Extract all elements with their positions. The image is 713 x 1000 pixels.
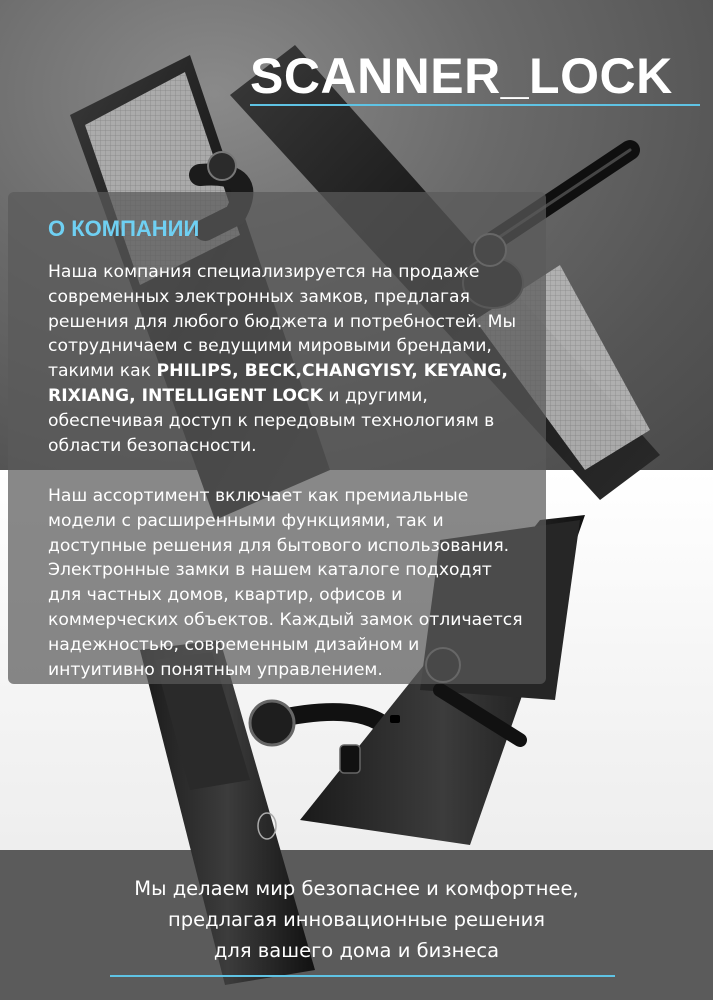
footer-underline [110, 975, 615, 977]
about-paragraph-1-outro: и другими, обеспечивая доступ к передовым технологиям в области безопасности. [48, 385, 495, 456]
page-title: SCANNER_LOCK [250, 48, 673, 104]
footer-line-3: для вашего дома и бизнеса [213, 939, 500, 962]
about-paragraph-1 [48, 260, 528, 458]
footer-line-2: предлагая инновационные решения [167, 908, 546, 931]
footer-slogan [40, 873, 673, 966]
about-heading: О КОМПАНИИ [48, 216, 200, 241]
footer-line-1: Мы делаем мир безопаснее и комфортнее, [134, 877, 579, 900]
title-underline [250, 104, 700, 106]
brand-list: PHILIPS, BECK,CHANGYISY, KEYANG, RIXIANG, INTELLIGENT LOCK [48, 361, 508, 406]
about-paragraph-2: Наш ассортимент включает как премиальные модели с расширенными функциями, так и доступные решения для бытового использования. Электронные замки в нашем каталоге подходят для частных домов, квартир, офисов и коммерческих объектов. Каждый замок отличается надежностью, современным дизайном и интуитивно понятным управлением. [48, 486, 523, 680]
about-paragraph-1-intro: Наша компания специализируется на продаже современных электронных замков, предлагая решения для любого бюджета и потребностей. Мы сотрудничаем с ведущими мировыми брендами, такими как [48, 262, 517, 382]
